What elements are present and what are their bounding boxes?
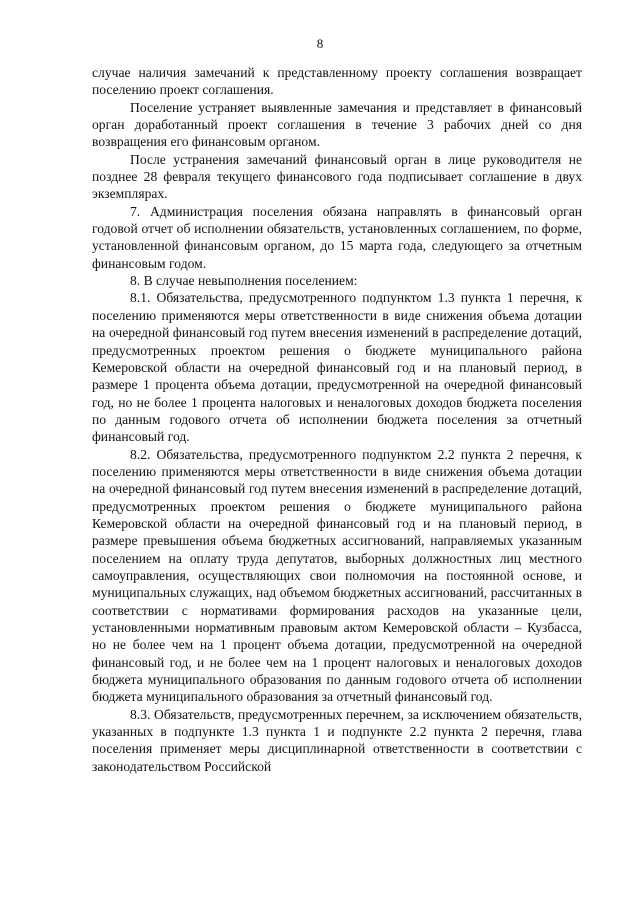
paragraph-item-8-3: 8.3. Обязательств, предусмотренных перечнем, за исключением обязательств, указанных в подпункте 1.3 пункта 1 и подпункте 2.2 пункта 2 перечня, глава поселения применяет меры дисциплинарной ответственности в соответствии с законодательством Российской bbox=[92, 706, 582, 774]
paragraph-signing: После устранения замечаний финансовый орган в лице руководителя не позднее 28 февраля текущего финансового года подписывает соглашение в двух экземплярах. bbox=[92, 151, 582, 202]
document-body bbox=[92, 64, 582, 775]
paragraph-item-8-1: 8.1. Обязательства, предусмотренного подпунктом 1.3 пункта 1 перечня, к поселению применяются меры ответственности в виде снижения объема дотации на очередной финансовый год путем внесения изменений в распределение дотаций, предусмотренных проектом решения о бюджете муниципального района Кемеровской области на очередной финансовый год и на плановый период, в размере 1 процента объема дотации, предусмотренной на очередной финансовый год, но не более 1 процента налоговых и неналоговых доходов бюджета поселения по данным годового отчета об исполнении бюджета поселения за отчетный финансовый год. bbox=[92, 290, 582, 445]
page-number: 8 bbox=[316, 36, 324, 51]
paragraph-continuation: случае наличия замечаний к представленному проекту соглашения возвращает поселению проект соглашения. bbox=[92, 65, 582, 98]
paragraph-item-7: 7. Администрация поселения обязана направлять в финансовый орган годовой отчет об исполнении обязательств, установленных соглашением, по форме, установленной финансовым органом, до 15 марта года, следующего за отчетным финансовым годом. bbox=[92, 203, 582, 271]
paragraph-item-8: 8. В случае невыполнения поселением: bbox=[130, 273, 358, 289]
paragraph-item-8-2: 8.2. Обязательства, предусмотренного подпунктом 2.2 пункта 2 перечня, к поселению применяются меры ответственности в виде снижения объема дотации на очередной финансовый год путем внесения изменений в распределение дотаций, предусмотренных проектом решения о бюджете муниципального района Кемеровской области на очередной финансовый год и на плановый период, в размере превышения объема бюджетных ассигнований, направляемых указанным поселением на оплату труда депутатов, выборных должностных лиц местного самоуправления, осуществляющих свои полномочия на постоянной основе, и муниципальных служащих, над объемом бюджетных ассигнований, рассчитанных в соответствии с нормативами формирования расходов на указанные цели, установленными нормативным правовым актом Кемеровской области – Кузбасса, но не более чем на 1 процент объема дотации, предусмотренной на очередной финансовый год, и не более чем на 1 процент налоговых и неналоговых доходов бюджета муниципального образования по данным годового отчета об исполнении бюджета муниципального образования за отчетный финансовый год. bbox=[92, 446, 582, 705]
paragraph-revision-deadline: Поселение устраняет выявленные замечания и представляет в финансовый орган доработанный проект соглашения в течение 3 рабочих дней со дня возвращения его финансовым органом. bbox=[92, 99, 582, 150]
